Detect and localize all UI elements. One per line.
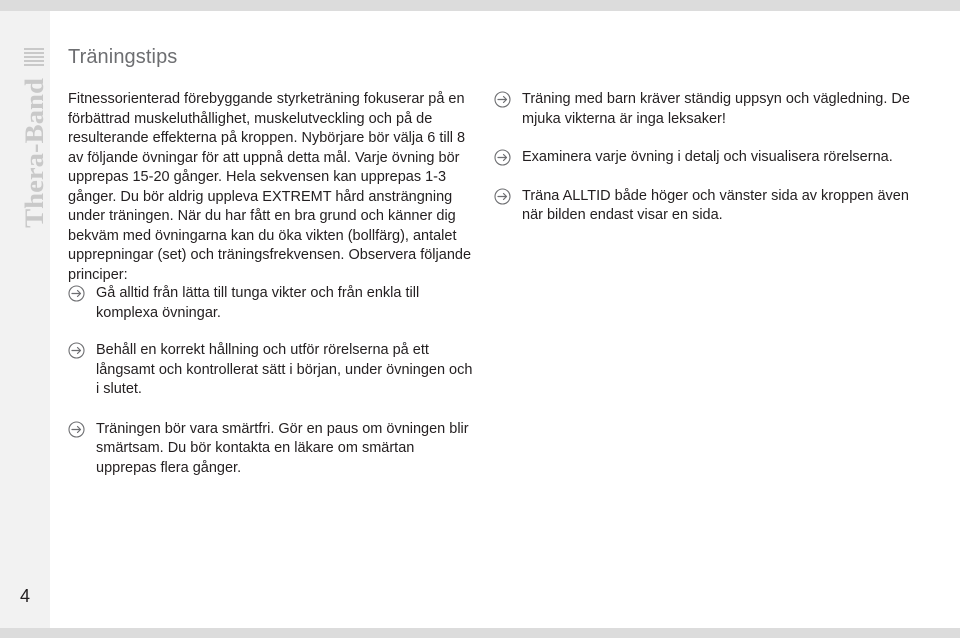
arrow-right-circle-icon [494,188,511,205]
intro-paragraph: Fitnessorienterad förebyggande styrketräning fokuserar på en förbättrad muskeluthållighet, muskelutveckling och på de resulterande effekterna på kroppen. Nybörjare bör välja 6 till 8 av följande övningar för att uppnå detta mål. Varje övning bör upprepas 15-20 gånger. Hela sekvensen kan upprepas 1-3 gånger. Du bör aldrig uppleva EXTREMT hård ansträngning under träningen. När du har fått en bra grund och känner dig bekväm med övningarna kan du öka vikten (bollfärg), antalet upprepningar (set) och träningsfrekvensen. Observera följande principer: [68,91,472,283]
principle-text: Träningen bör vara smärtfri. Gör en paus om övningen blir smärtsam. Du bör kontakta en läkare om smärtan upprepas flera gånger. [96,420,469,476]
page-title: Träningstips [68,46,178,68]
arrow-right-circle-icon [494,149,511,166]
bottom-bar [0,628,960,638]
arrow-right-circle-icon [68,342,85,359]
principle-item [68,420,478,479]
page-number: 4 [20,586,31,606]
tip-text: Träning med barn kräver ständig uppsyn och vägledning. De mjuka vikterna är inga leksaker! [522,91,910,127]
arrow-right-circle-icon [494,91,511,108]
tip-text: Träna ALLTID både höger och vänster sida av kroppen även när bilden endast visar en sida. [522,187,909,223]
brand-wordmark: Thera-Band [20,92,49,228]
tips-list [494,90,924,245]
tip-item [494,90,924,129]
principle-text: Behåll en korrekt hållning och utför rörelserna på ett långsamt och kontrollerat sätt i början, under övningen och i slutet. [96,342,473,397]
thera-band-logo-graphic [21,48,47,232]
arrow-right-circle-icon [68,421,85,438]
principle-item [68,341,478,400]
tip-text: Examinera varje övning i detalj och visualisera rörelserna. [522,149,893,165]
top-bar [0,0,960,11]
principle-text: Gå alltid från lätta till tunga vikter och från enkla till komplexa övningar. [96,285,420,321]
principle-item [68,284,478,323]
arrow-right-circle-icon [68,285,85,302]
thera-band-logo [21,48,47,232]
principles-list [68,284,478,496]
tip-item [494,148,924,168]
tip-item [494,187,924,226]
